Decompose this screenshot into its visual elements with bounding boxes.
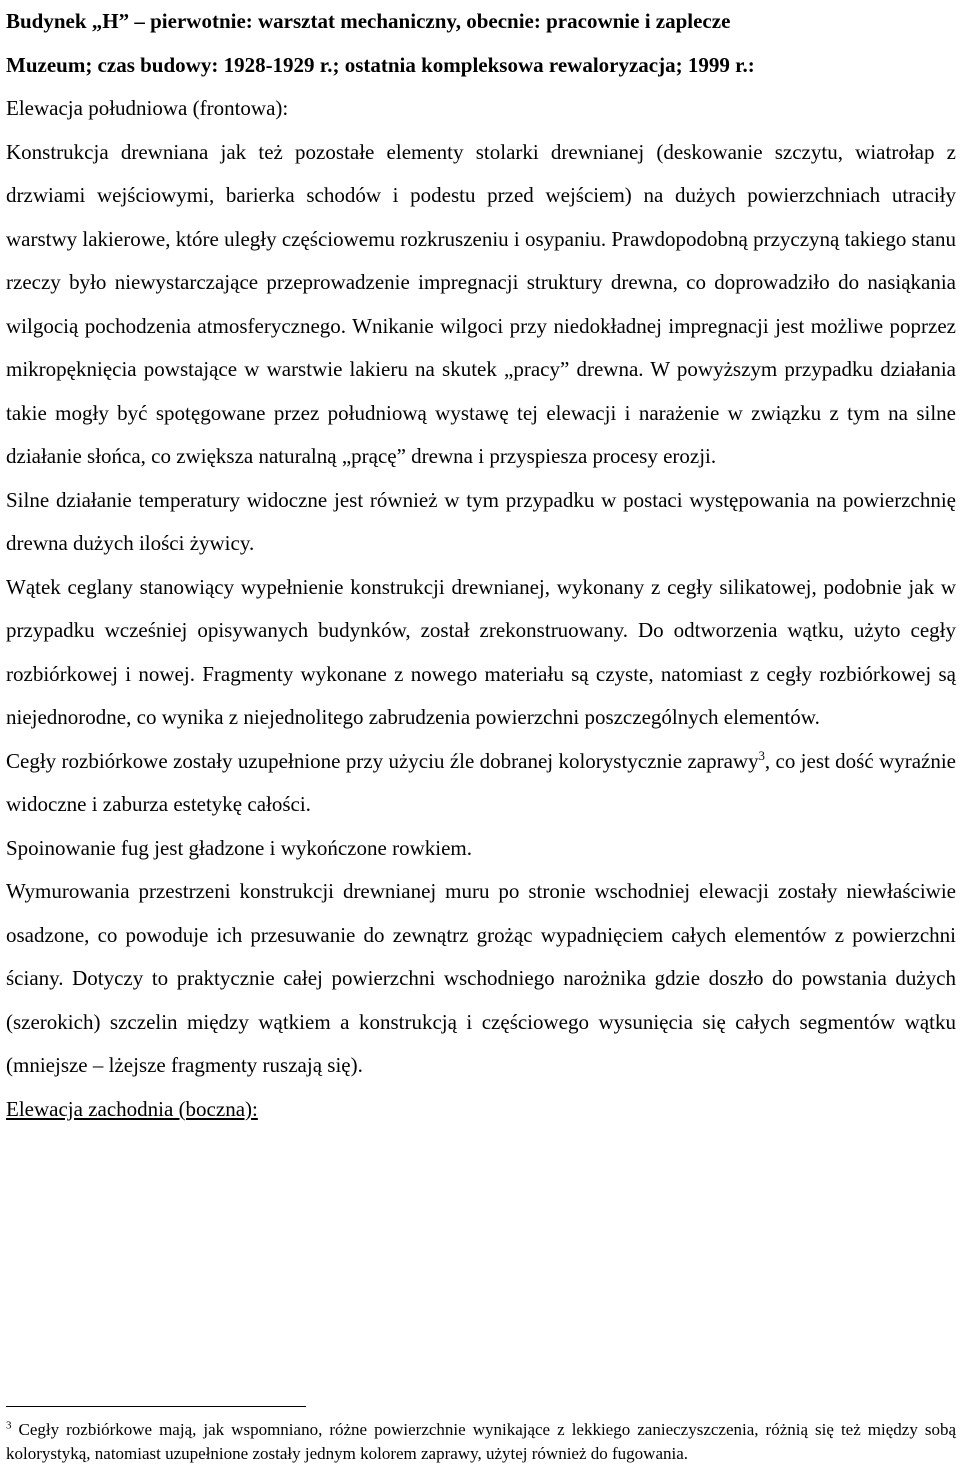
paragraph-brick-infill: Wątek ceglany stanowiący wypełnienie konstrukcji drewnianej, wykonany z cegły silikatowej, podobnie jak w przypadku wcześniej opisywanych budynków, został zrekonstruowany. Do odtworzenia wątku, użyto cegły rozbiórkowej i nowej. Fragmenty wykonane z nowego materiału są czyste, natomiast z cegły rozbiórkowej są niejednorodne, co wynika z niejednolitego zabrudzenia powierzchni poszczególnych elementów.: [6, 574, 956, 729]
paragraph-wood-coating: Konstrukcja drewniana jak też pozostałe elementy stolarki drewnianej (deskowanie szczytu, wiatrołap z drzwiami wejściowymi, barierka schodów i podestu przed wejściem) na dużych powierzchniach utraciły warstwy lakierowe, które uległy częściowemu rozkruszeniu i osypaniu. Prawdopodobną przyczyną takiego stanu rzeczy było niewystarczające przeprowadzenie impregnacji struktury drewna, co doprowadziło do nasiąkania wilgocią pochodzenia atmosferycznego. Wnikanie wilgoci przy niedokładnej impregnacji jest możliwe poprzez mikropęknięcia powstające w warstwie lakieru na skutek „pracy” drewna. W powyższym przypadku działania takie mogły być spotęgowane przez południową wystawę tej elewacji i narażenie w związku z tym na silne działanie słońca, co zwiększa naturalną „prącę” drewna i przyspiesza procesy erozji.: [6, 139, 956, 468]
paragraph-joints: Spoinowanie fug jest gładzone i wykończone rowkiem.: [6, 835, 472, 860]
paragraph-mortar-text-end: , co jest dość wyraźnie widoczne i zaburza estetykę całości.: [6, 748, 956, 816]
heading-line-2: Muzeum; czas budowy: 1928-1929 r.; ostatnia kompleksowa rewaloryzacja; 1999 r.:: [6, 52, 755, 77]
paragraph-east-wall: Wymurowania przestrzeni konstrukcji drewnianej muru po stronie wschodniej elewacji zostały niewłaściwie osadzone, co powoduje ich przesuwanie do zewnątrz grożąc wypadnięciem całych elementów z powierzchni ściany. Dotyczy to praktycznie całej powierzchni wschodniego narożnika gdzie doszło do powstania dużych (szerokich) szczelin między wątkiem a konstrukcją i częściowego wysunięcia się całych segmentów wątku (mniejsze – lżejsze fragmenty ruszają się).: [6, 879, 956, 1077]
footnote-text: Cegły rozbiórkowe mają, jak wspomniano, różne powierzchnie wynikające z lekkiego zanieczyszczenia, różnią się też między sobą kolorystyką, natomiast uzupełnione zostały jednym kolorem zaprawy, użytej również do fugowania.: [6, 1420, 956, 1463]
footnote: [6, 1418, 956, 1466]
section-heading-south: Elewacja południowa (frontowa):: [6, 96, 289, 120]
document-page: [6, 0, 956, 1131]
heading-line-1: Budynek „H” – pierwotnie: warsztat mechaniczny, obecnie: pracownie i zaplecze: [6, 9, 731, 33]
building-heading: [6, 0, 956, 87]
footnote-divider: [6, 1406, 306, 1407]
footnote-reference[interactable]: 3: [758, 748, 765, 763]
paragraph-mortar: [6, 740, 956, 827]
paragraph-mortar-text-start: Cegły rozbiórkowe zostały uzupełnione przy użyciu źle dobranej kolorystycznie zaprawy: [6, 748, 759, 773]
paragraph-temperature: Silne działanie temperatury widoczne jest również w tym przypadku w postaci występowania na powierzchnię drewna dużych ilości żywicy.: [6, 487, 956, 555]
section-heading-west: Elewacja zachodnia (boczna):: [6, 1096, 258, 1121]
footnote-number: 3: [6, 1419, 12, 1432]
